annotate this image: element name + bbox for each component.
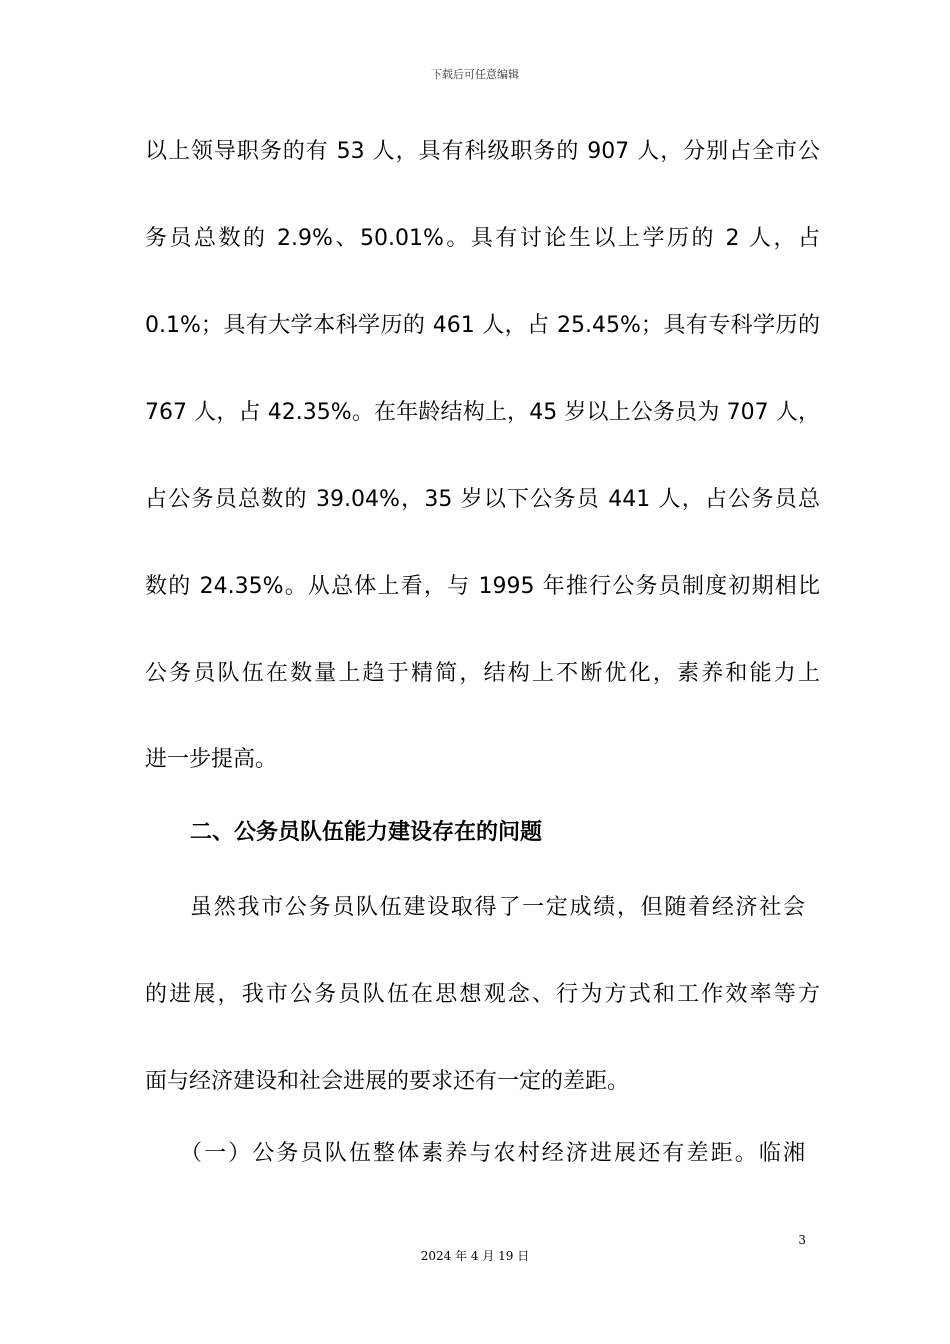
page-header: 下载后可任意编辑: [431, 68, 519, 81]
body-line-6: 数的 24.35%。从总体上看，与 1995 年推行公务员制度初期相比: [145, 574, 820, 599]
paragraph2-line-3: 面与经济建设和社会进展的要求还有一定的差距。: [145, 1069, 630, 1094]
section-heading: 二、公务员队伍能力建设存在的问题: [190, 820, 543, 845]
body-line-7: 公务员队伍在数量上趋于精简，结构上不断优化，素养和能力上: [145, 661, 820, 686]
page-number: 3: [798, 1233, 806, 1247]
body-line-8: 进一步提高。: [145, 747, 278, 772]
subsection-heading: （一）公务员队伍整体素养与农村经济进展还有差距。临湘: [180, 1141, 805, 1166]
body-line-3: 0.1%；具有大学本科学历的 461 人，占 25.45%；具有专科学历的: [145, 313, 820, 338]
body-line-2: 务员总数的 2.9%、50.01%。具有讨论生以上学历的 2 人，占: [145, 226, 820, 251]
body-line-4: 767 人，占 42.35%。在年龄结构上，45 岁以上公务员为 707 人，: [145, 400, 820, 425]
body-line-5: 占公务员总数的 39.04%，35 岁以下公务员 441 人，占公务员总: [145, 487, 820, 512]
paragraph2-line-2: 的进展，我市公务员队伍在思想观念、行为方式和工作效率等方: [145, 982, 820, 1007]
page-footer-date: 2024 年 4 月 19 日: [420, 1249, 530, 1263]
body-line-1: 以上领导职务的有 53 人，具有科级职务的 907 人，分别占全市公: [145, 139, 820, 164]
paragraph2-line-1: 虽然我市公务员队伍建设取得了一定成绩，但随着经济社会: [190, 895, 805, 920]
